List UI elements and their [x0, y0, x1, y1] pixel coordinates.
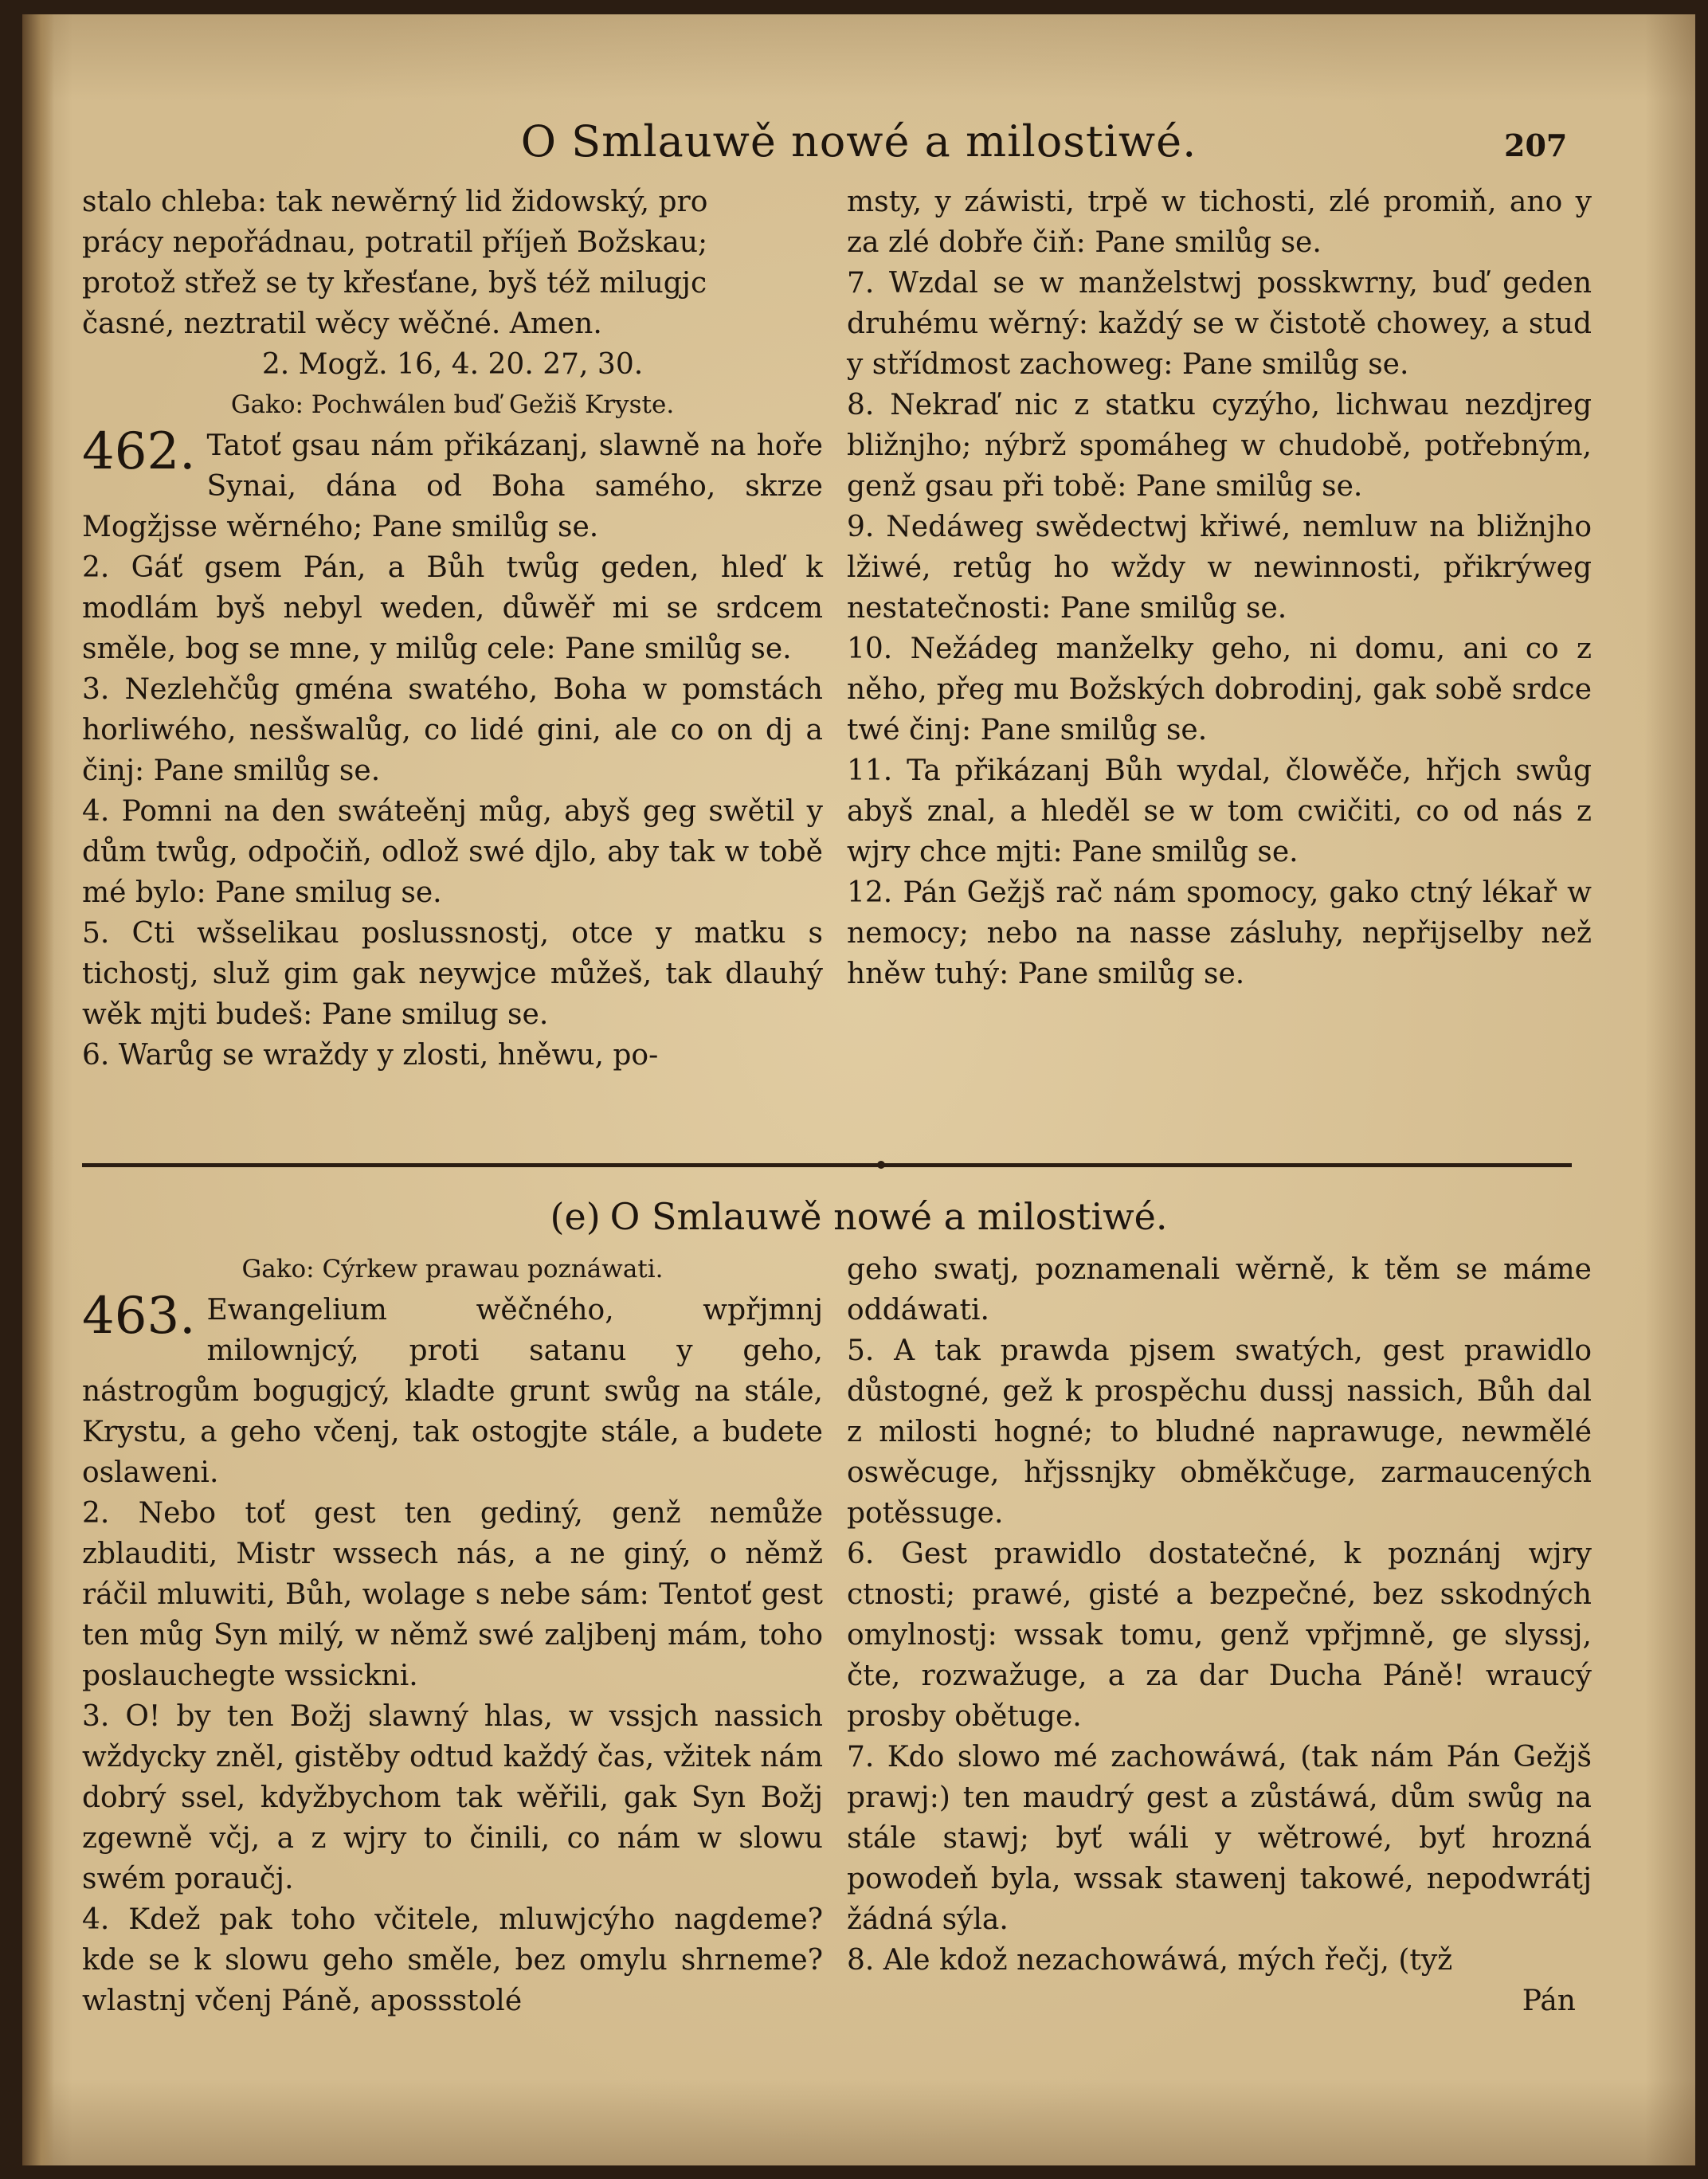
stanza: 6. Warůg se wraždy y zlosti, hněwu, po- — [82, 1039, 659, 1072]
stanza — [82, 1287, 823, 1493]
stanza: 4. Kdež pak toho včitele, mluwjcýho nagdeme? kde se k slowu geho směle, bez omylu shrneme? wlastnj včenj Páně, apossstolé — [82, 1903, 823, 2017]
stanza — [82, 422, 823, 547]
stanza: 7. Kdo slowo mé zachowáwá, (tak nám Pán Gežjš prawj:) ten maudrý gest a zůstáwá, dům swůg na stále stawj; byť wáli y wětrowé, byť hrozná powodeň byla, wssak stawenj takowé, nepodwrátj žádná sýla. — [847, 1741, 1592, 1936]
text-line: prácy nepořádnau, potratil příjeň Božskau; — [82, 226, 708, 259]
hymn-number: 462. — [82, 422, 196, 481]
book-page — [22, 14, 1695, 2165]
bottom-left-column — [82, 1249, 823, 2021]
stanza-text: Ewangelium wěčného, wpřjmnj milownjcý, proti satanu y geho, nástrogům bogugjcý, kladte grunt swůg na stále, Krystu, a geho včenj, tak ostogjte stále, a budete oslaweni. — [82, 1294, 823, 1489]
tune-indication: Gako: Cýrkew prawau poznáwati. — [241, 1255, 664, 1283]
stanza: 11. Ta přikázanj Bůh wydal, člowěče, hřjch swůg abyš znal, a hleděl se w tom cwičiti, co od nás z wjry chce mjti: Pane smilůg se. — [847, 754, 1592, 868]
stanza: 9. Nedáweg swědectwj křiwé, nemluw na bližnjho lžiwé, retůg ho wždy w newinnosti, přikrýweg nestatečnosti: Pane smilůg se. — [847, 511, 1592, 625]
tune-indication: Gako: Pochwálen buď Gežiš Kryste. — [230, 390, 675, 419]
text-line: protož střež se ty křesťane, byš též milugjc — [82, 267, 707, 300]
scripture-references: 2. Mogž. 16, 4. 20. 27, 30. — [261, 348, 644, 381]
page-header — [22, 110, 1695, 182]
stanza: msty, y záwisti, trpě w tichosti, zlé promiň, ano y za zlé dobře čiň: Pane smilůg se. — [847, 186, 1592, 259]
stanza: 6. Gest prawidlo dostatečné, k poznánj wjry ctnosti; prawé, gisté a bezpečné, bez sskodných omylnostj: wssak tomu, genž vpřjmně, ge slyssj, čte, rozwažuge, a za dar Ducha Páně! wraucý prosby obětuge. — [847, 1538, 1592, 1733]
page-gutter-shadow — [22, 14, 54, 2165]
divider-ornament — [877, 1161, 885, 1169]
catchword: Pán — [1522, 1985, 1576, 2017]
section-title-text: O Smlauwě nowé a milostiwé. — [609, 1195, 1168, 1238]
stanza: geho swatj, poznamenali wěrně, k těm se máme oddáwati. — [847, 1253, 1592, 1327]
hymn-number: 463. — [82, 1287, 196, 1346]
stanza: 5. Cti wšselikau poslussnostj, otce y matku s tichostj, služ gim gak neywjce můžeš, tak dlauhý wěk mjti budeš: Pane smilug se. — [82, 917, 823, 1031]
top-left-column — [82, 182, 823, 1076]
stanza: 3. O! by ten Božj slawný hlas, w vssjch nassich wždycky zněl, gistěby odtud každý čas, vžitek nám dobrý ssel, kdyžbychom tak wěřili, gak Syn Božj zgewně včj, a z wjry to činili, co nám w slowu swém poraučj. — [82, 1700, 823, 1895]
running-title: O Smlauwě nowé a milostiwé. — [520, 116, 1197, 167]
stanza: 7. Wzdal se w manželstwj posskwrny, buď geden druhému wěrný: každý se w čistotě chowey, a stud y střídmost zachoweg: Pane smilůg se. — [847, 267, 1592, 381]
stanza: 5. A tak prawda pjsem swatých, gest prawidlo důstogné, gež k prospěchu dussj nassich, Bůh dal z milosti hogné; to bludné naprawuge, newmělé oswěcuge, hřjssnjky obměkčuge, zarmaucených potěssuge. — [847, 1334, 1592, 1530]
stanza: 8. Ale kdož nezachowáwá, mých řečj, (tyž — [847, 1944, 1453, 1977]
stanza-text: Tatoť gsau nám přikázanj, slawně na hoře Synai, dána od Boha samého, skrze Mogžjsse wěrného; Pane smilůg se. — [82, 429, 823, 543]
stanza: 8. Nekraď nic z statku cyzýho, lichwau nezdjreg bližnjho; nýbrž spomáheg w chudobě, potřebným, genž gsau při tobě: Pane smilůg se. — [847, 389, 1592, 503]
text-line: stalo chleba: tak newěrný lid židowský, pro — [82, 186, 708, 218]
stanza: 3. Nezlehčůg gména swatého, Boha w pomstách horliwého, nesšwalůg, co lidé gini, ale co on dj a činj: Pane smilůg se. — [82, 673, 823, 787]
stanza: 4. Pomni na den swáteěnj můg, abyš geg swětil y dům twůg, odpočiň, odlož swé djlo, aby tak w tobě mé bylo: Pane smilug se. — [82, 795, 823, 909]
top-right-column — [847, 182, 1592, 994]
text-line: časné, neztratil wěcy wěčné. Amen. — [82, 308, 602, 340]
stanza: 2. Gáť gsem Pán, a Bůh twůg geden, hleď k modlám byš nebyl weden, důwěř mi se srdcem směle, bog se mne, y milůg cele: Pane smilůg se. — [82, 551, 823, 665]
section-label: (e) — [550, 1195, 601, 1238]
stanza: 12. Pán Gežjš rač nám spomocy, gako ctný lékař w nemocy; nebo na nasse zásluhy, nepřijselby než hněw tuhý: Pane smilůg se. — [847, 876, 1592, 990]
bottom-right-column — [847, 1249, 1592, 2021]
stanza: 10. Nežádeg manželky geho, ni domu, ani co z něho, přeg mu Božských dobrodinj, gak sobě srdce twé činj: Pane smilůg se. — [847, 633, 1592, 747]
section-divider-rule — [82, 1163, 1572, 1167]
page-number: 207 — [1504, 127, 1568, 163]
section-title — [22, 1195, 1695, 1238]
stanza: 2. Nebo toť gest ten gediný, genž nemůže zblauditi, Mistr wssech nás, a ne giný, o němž ráčil mluwiti, Bůh, wolage s nebe sám: Tentoť gest ten můg Syn milý, w němž swé zaljbenj mám, toho poslauchegte wssickni. — [82, 1497, 823, 1692]
